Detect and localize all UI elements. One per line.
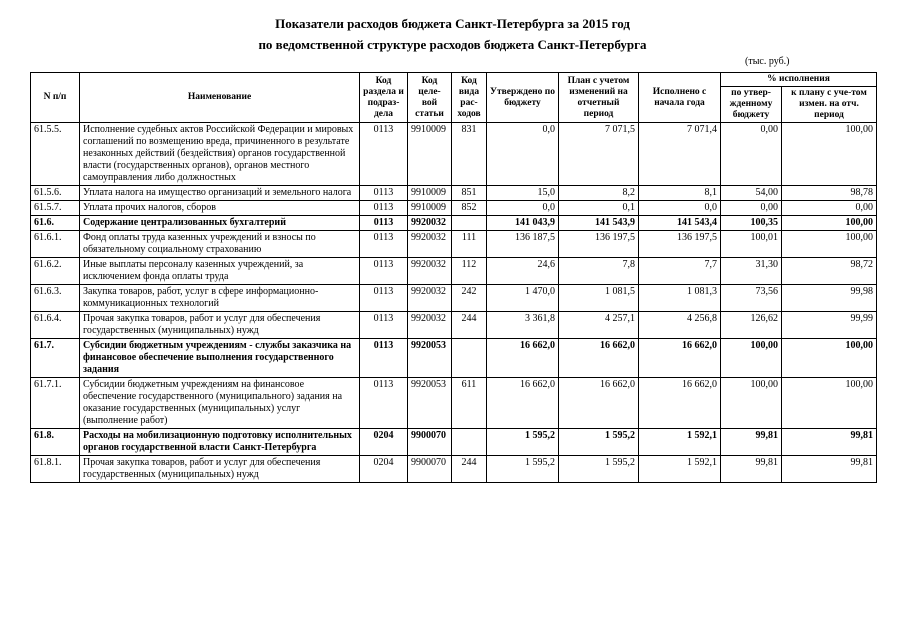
- table-row: [31, 312, 877, 339]
- cell-pct-approved: 0,00: [721, 201, 782, 216]
- cell-plan: 1 595,2: [559, 456, 639, 483]
- cell-name: Расходы на мобилизационную подготовку исполнительных органов государственной власти Санкт-Петербурга: [80, 429, 360, 456]
- cell-kind: 851: [452, 186, 487, 201]
- cell-num: 61.5.7.: [31, 201, 80, 216]
- table-body: [31, 123, 877, 483]
- cell-pct-plan: 98,72: [782, 258, 877, 285]
- cell-name: Прочая закупка товаров, работ и услуг для обеспечения государственных (муниципальных) нужд: [80, 312, 360, 339]
- cell-name: Прочая закупка товаров, работ и услуг для обеспечения государственных (муниципальных) нужд: [80, 456, 360, 483]
- cell-executed: 1 592,1: [639, 456, 721, 483]
- cell-approved: 24,6: [487, 258, 559, 285]
- cell-pct-plan: 100,00: [782, 339, 877, 378]
- cell-executed: 7 071,4: [639, 123, 721, 186]
- cell-plan: 16 662,0: [559, 378, 639, 429]
- expenditure-table: [30, 72, 877, 483]
- cell-name: Уплата прочих налогов, сборов: [80, 201, 360, 216]
- cell-kind: 244: [452, 456, 487, 483]
- cell-name: Содержание централизованных бухгалтерий: [80, 216, 360, 231]
- cell-plan: 1 081,5: [559, 285, 639, 312]
- cell-pct-approved: 31,30: [721, 258, 782, 285]
- cell-pct-approved: 0,00: [721, 123, 782, 186]
- cell-num: 61.8.: [31, 429, 80, 456]
- col-header-pct-plan: к плану с уче-том измен. на отч. период: [782, 87, 877, 123]
- cell-pct-approved: 100,00: [721, 339, 782, 378]
- cell-executed: 1 592,1: [639, 429, 721, 456]
- cell-pct-approved: 99,81: [721, 456, 782, 483]
- cell-num: 61.6.2.: [31, 258, 80, 285]
- cell-article: 9920032: [408, 216, 452, 231]
- cell-executed: 16 662,0: [639, 339, 721, 378]
- cell-section: 0204: [360, 456, 408, 483]
- cell-section: 0113: [360, 339, 408, 378]
- col-header-article: Код целе-вой статьи: [408, 73, 452, 123]
- cell-pct-plan: 100,00: [782, 123, 877, 186]
- col-header-name: Наименование: [80, 73, 360, 123]
- col-header-section: Код раздела и подраз-дела: [360, 73, 408, 123]
- col-header-pct-approved: по утвер-жденному бюджету: [721, 87, 782, 123]
- cell-kind: 242: [452, 285, 487, 312]
- cell-name: Закупка товаров, работ, услуг в сфере информационно-коммуникационных технологий: [80, 285, 360, 312]
- cell-plan: 4 257,1: [559, 312, 639, 339]
- cell-plan: 16 662,0: [559, 339, 639, 378]
- cell-kind: 112: [452, 258, 487, 285]
- cell-num: 61.6.4.: [31, 312, 80, 339]
- cell-executed: 136 197,5: [639, 231, 721, 258]
- cell-kind: 831: [452, 123, 487, 186]
- col-header-percent: % исполнения: [721, 73, 877, 87]
- table-row: [31, 258, 877, 285]
- cell-article: 9920053: [408, 378, 452, 429]
- cell-name: Субсидии бюджетным учреждениям - службы заказчика на финансовое обеспечение выполнения государственного задания: [80, 339, 360, 378]
- cell-plan: 141 543,9: [559, 216, 639, 231]
- cell-approved: 0,0: [487, 201, 559, 216]
- cell-section: 0113: [360, 123, 408, 186]
- cell-section: 0113: [360, 378, 408, 429]
- cell-plan: 0,1: [559, 201, 639, 216]
- cell-approved: 1 470,0: [487, 285, 559, 312]
- cell-name: Иные выплаты персоналу казенных учреждений, за исключением фонда оплаты труда: [80, 258, 360, 285]
- cell-section: 0113: [360, 186, 408, 201]
- cell-approved: 0,0: [487, 123, 559, 186]
- cell-kind: 852: [452, 201, 487, 216]
- cell-section: 0204: [360, 429, 408, 456]
- cell-approved: 136 187,5: [487, 231, 559, 258]
- cell-num: 61.6.: [31, 216, 80, 231]
- cell-section: 0113: [360, 312, 408, 339]
- cell-article: 9920032: [408, 285, 452, 312]
- cell-pct-approved: 73,56: [721, 285, 782, 312]
- cell-pct-approved: 54,00: [721, 186, 782, 201]
- cell-article: 9920032: [408, 258, 452, 285]
- cell-pct-approved: 100,00: [721, 378, 782, 429]
- cell-pct-plan: 99,99: [782, 312, 877, 339]
- table-row: [31, 456, 877, 483]
- cell-executed: 16 662,0: [639, 378, 721, 429]
- cell-kind: [452, 339, 487, 378]
- cell-approved: 1 595,2: [487, 429, 559, 456]
- table-row: [31, 339, 877, 378]
- col-header-approved: Утверждено по бюджету: [487, 73, 559, 123]
- cell-num: 61.5.5.: [31, 123, 80, 186]
- cell-section: 0113: [360, 201, 408, 216]
- cell-kind: [452, 429, 487, 456]
- cell-num: 61.7.: [31, 339, 80, 378]
- table-row: [31, 285, 877, 312]
- cell-pct-plan: 98,78: [782, 186, 877, 201]
- cell-section: 0113: [360, 258, 408, 285]
- col-header-executed: Исполнено с начала года: [639, 73, 721, 123]
- cell-approved: 3 361,8: [487, 312, 559, 339]
- cell-section: 0113: [360, 285, 408, 312]
- cell-kind: 111: [452, 231, 487, 258]
- cell-pct-approved: 126,62: [721, 312, 782, 339]
- table-row: [31, 429, 877, 456]
- cell-plan: 8,2: [559, 186, 639, 201]
- cell-article: 9920032: [408, 231, 452, 258]
- cell-num: 61.8.1.: [31, 456, 80, 483]
- cell-article: 9910009: [408, 123, 452, 186]
- cell-plan: 136 197,5: [559, 231, 639, 258]
- cell-approved: 16 662,0: [487, 378, 559, 429]
- cell-num: 61.7.1.: [31, 378, 80, 429]
- cell-executed: 141 543,4: [639, 216, 721, 231]
- col-header-kind: Код вида рас-ходов: [452, 73, 487, 123]
- cell-article: 9920053: [408, 339, 452, 378]
- cell-pct-plan: 99,81: [782, 429, 877, 456]
- cell-article: 9900070: [408, 456, 452, 483]
- cell-plan: 1 595,2: [559, 429, 639, 456]
- page-subtitle: по ведомственной структуре расходов бюджета Санкт-Петербурга: [258, 37, 647, 52]
- cell-executed: 4 256,8: [639, 312, 721, 339]
- cell-num: 61.6.3.: [31, 285, 80, 312]
- cell-article: 9920032: [408, 312, 452, 339]
- table-row: [31, 216, 877, 231]
- table-row: [31, 378, 877, 429]
- cell-pct-approved: 100,35: [721, 216, 782, 231]
- cell-name: Исполнение судебных актов Российской Федерации и мировых соглашений по возмещению вреда, причиненного в результате незаконных действий (бездействия) органов государственной власти (государственных органов), органов местного самоуправления либо должностных: [80, 123, 360, 186]
- cell-name: Уплата налога на имущество организаций и земельного налога: [80, 186, 360, 201]
- cell-article: 9900070: [408, 429, 452, 456]
- cell-pct-plan: 100,00: [782, 216, 877, 231]
- cell-pct-plan: 100,00: [782, 378, 877, 429]
- cell-kind: 611: [452, 378, 487, 429]
- table-row: [31, 123, 877, 186]
- col-header-num: N п/п: [31, 73, 80, 123]
- cell-executed: 8,1: [639, 186, 721, 201]
- cell-executed: 1 081,3: [639, 285, 721, 312]
- cell-approved: 15,0: [487, 186, 559, 201]
- table-row: [31, 201, 877, 216]
- cell-pct-plan: 99,81: [782, 456, 877, 483]
- table-row: [31, 231, 877, 258]
- cell-plan: 7,8: [559, 258, 639, 285]
- cell-pct-approved: 99,81: [721, 429, 782, 456]
- cell-pct-approved: 100,01: [721, 231, 782, 258]
- cell-approved: 16 662,0: [487, 339, 559, 378]
- cell-article: 9910009: [408, 201, 452, 216]
- cell-section: 0113: [360, 231, 408, 258]
- cell-approved: 1 595,2: [487, 456, 559, 483]
- units-label: (тыс. руб.): [745, 56, 790, 67]
- cell-kind: [452, 216, 487, 231]
- cell-pct-plan: 99,98: [782, 285, 877, 312]
- header-row-1: [31, 73, 877, 87]
- table-row: [31, 186, 877, 201]
- cell-plan: 7 071,5: [559, 123, 639, 186]
- cell-num: 61.6.1.: [31, 231, 80, 258]
- cell-pct-plan: 0,00: [782, 201, 877, 216]
- cell-name: Субсидии бюджетным учреждениям на финансовое обеспечение государственного (муниципального) задания на оказание государственных (муниципальных) услуг (выполнение работ): [80, 378, 360, 429]
- cell-name: Фонд оплаты труда казенных учреждений и взносы по обязательному социальному страхованию: [80, 231, 360, 258]
- cell-executed: 7,7: [639, 258, 721, 285]
- col-header-plan: План с учетом изменений на отчетный период: [559, 73, 639, 123]
- cell-executed: 0,0: [639, 201, 721, 216]
- cell-section: 0113: [360, 216, 408, 231]
- page-title: Показатели расходов бюджета Санкт-Петербурга за 2015 год: [275, 16, 630, 31]
- cell-article: 9910009: [408, 186, 452, 201]
- cell-num: 61.5.6.: [31, 186, 80, 201]
- cell-approved: 141 043,9: [487, 216, 559, 231]
- cell-kind: 244: [452, 312, 487, 339]
- cell-pct-plan: 100,00: [782, 231, 877, 258]
